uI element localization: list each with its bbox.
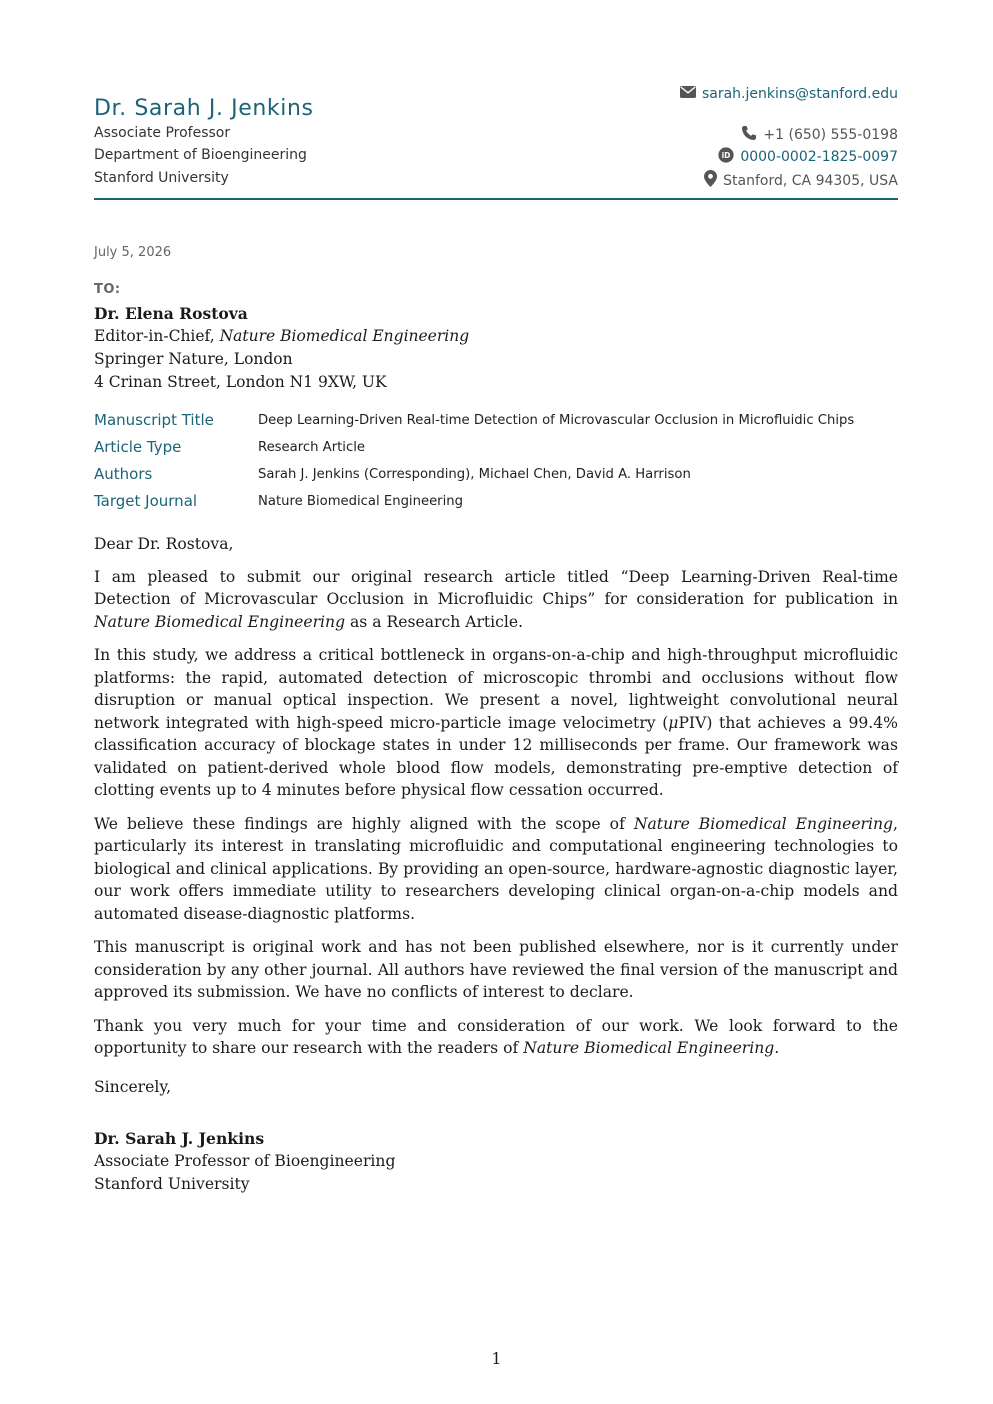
letterhead	[94, 84, 898, 200]
p2-text-end: PIV) that achieves a 99.4% classification accuracy of blockage states in under 12 milliseconds per frame. Our framework was validated on patient-derived whole blood flow models, demonstrating pre-emptive detection of clotting events up to 4 minutes before physical flow cessation occurred.	[94, 713, 898, 799]
svg-text:iD: iD	[721, 151, 731, 160]
contact-location	[704, 170, 898, 191]
envelope-icon	[680, 86, 696, 102]
info-key: Article Type	[94, 438, 182, 456]
page-number: 1	[491, 1350, 502, 1368]
info-row	[94, 411, 904, 438]
info-key: Manuscript Title	[94, 411, 214, 429]
info-value: Sarah J. Jenkins (Corresponding), Michael Chen, David A. Harrison	[258, 467, 691, 482]
info-value: Research Article	[258, 440, 365, 455]
p5-text: Thank you very much for your time and consideration of our work. We look forward to the opportunity to share our research with the readers of	[94, 1016, 898, 1057]
p5-journal: Nature Biomedical Engineering	[523, 1039, 775, 1057]
recipient-org: Springer Nature, London	[94, 350, 293, 368]
p5-text-end: .	[774, 1039, 780, 1057]
orcid-icon	[718, 147, 734, 167]
info-key: Target Journal	[94, 492, 198, 510]
phone-number: +1 (650) 555-0198	[763, 127, 898, 143]
p3-text-end: , particularly its interest in translating microfluidic and computational engineering technologies to biological and clinical applications. By providing an open-source, hardware-agnostic diagnostic layer, our work offers immediate utility to researchers developing clinical organ-on-a-chip models and automated disease-diagnostic platforms.	[94, 814, 898, 923]
sender-department: Department of Bioengineering	[94, 147, 307, 163]
info-row	[94, 438, 904, 465]
recipient-title	[94, 325, 469, 348]
recipient-journal: Nature Biomedical Engineering	[219, 327, 470, 345]
contact-phone	[741, 125, 898, 145]
email-link[interactable]: sarah.jenkins@stanford.edu	[701, 86, 898, 102]
contact-orcid[interactable]	[718, 147, 898, 167]
paragraph-5	[94, 1015, 898, 1060]
info-key: Authors	[94, 465, 153, 483]
p1-text: I am pleased to submit our original research article titled “Deep Learning-Driven Real-time Detection of Microvascular Occlusion in Microfluidic Chips” for consideration for publication in	[94, 567, 898, 608]
letter-body	[94, 533, 898, 1071]
paragraph-2	[94, 644, 898, 802]
info-value: Deep Learning-Driven Real-time Detection of Microvascular Occlusion in Microfluidic Chips	[258, 413, 855, 428]
sender-institution: Stanford University	[94, 170, 229, 186]
p3-journal: Nature Biomedical Engineering	[633, 814, 894, 833]
p3-text: We believe these findings are highly aligned with the scope of	[94, 814, 634, 833]
phone-icon	[741, 125, 757, 145]
signature-title: Associate Professor of Bioengineering	[94, 1152, 396, 1170]
paragraph-4: This manuscript is original work and has not been published elsewhere, nor is it currently under consideration by any other journal. All authors have reviewed the final version of the manuscript and approved its submission. We have no conflicts of interest to declare.	[94, 938, 898, 1001]
p2-mu: μ	[668, 713, 679, 732]
manuscript-info-table	[94, 411, 904, 519]
recipient-address: 4 Crinan Street, London N1 9XW, UK	[94, 373, 387, 391]
signature-block	[94, 1127, 395, 1196]
paragraph-3	[94, 813, 898, 926]
p2-text: In this study, we address a critical bottleneck in organs-on-a-chip and high-throughput microfluidic platforms: the rapid, automated detection of microscopic thrombi and occlusions without flow disruption or manual optical inspection. We present a novel, lightweight convolutional neural network integrated with high-speed micro-particle image velocimetry (	[94, 646, 898, 732]
paragraph-1	[94, 566, 898, 634]
recipient-title-prefix: Editor-in-Chief,	[94, 327, 220, 345]
recipient-name: Dr. Elena Rostova	[94, 304, 248, 323]
sender-position: Associate Professor	[94, 125, 231, 141]
sender-name: Dr. Sarah J. Jenkins	[94, 96, 314, 121]
letter-date: July 5, 2026	[94, 245, 172, 260]
map-pin-icon	[704, 170, 717, 191]
signature-org: Stanford University	[94, 1175, 250, 1193]
recipient-block	[94, 302, 469, 394]
closing: Sincerely,	[94, 1078, 172, 1096]
location-text: Stanford, CA 94305, USA	[723, 172, 898, 189]
p1-text-end: as a Research Article.	[345, 612, 524, 631]
info-value: Nature Biomedical Engineering	[258, 494, 463, 509]
to-label: TO:	[94, 282, 121, 297]
info-row	[94, 492, 904, 519]
signature-name: Dr. Sarah J. Jenkins	[94, 1129, 265, 1148]
info-row	[94, 465, 904, 492]
orcid-link[interactable]: 0000-0002-1825-0097	[740, 149, 898, 165]
p1-journal: Nature Biomedical Engineering	[94, 612, 346, 631]
salutation: Dear Dr. Rostova,	[94, 535, 234, 553]
contact-email[interactable]	[680, 86, 898, 102]
